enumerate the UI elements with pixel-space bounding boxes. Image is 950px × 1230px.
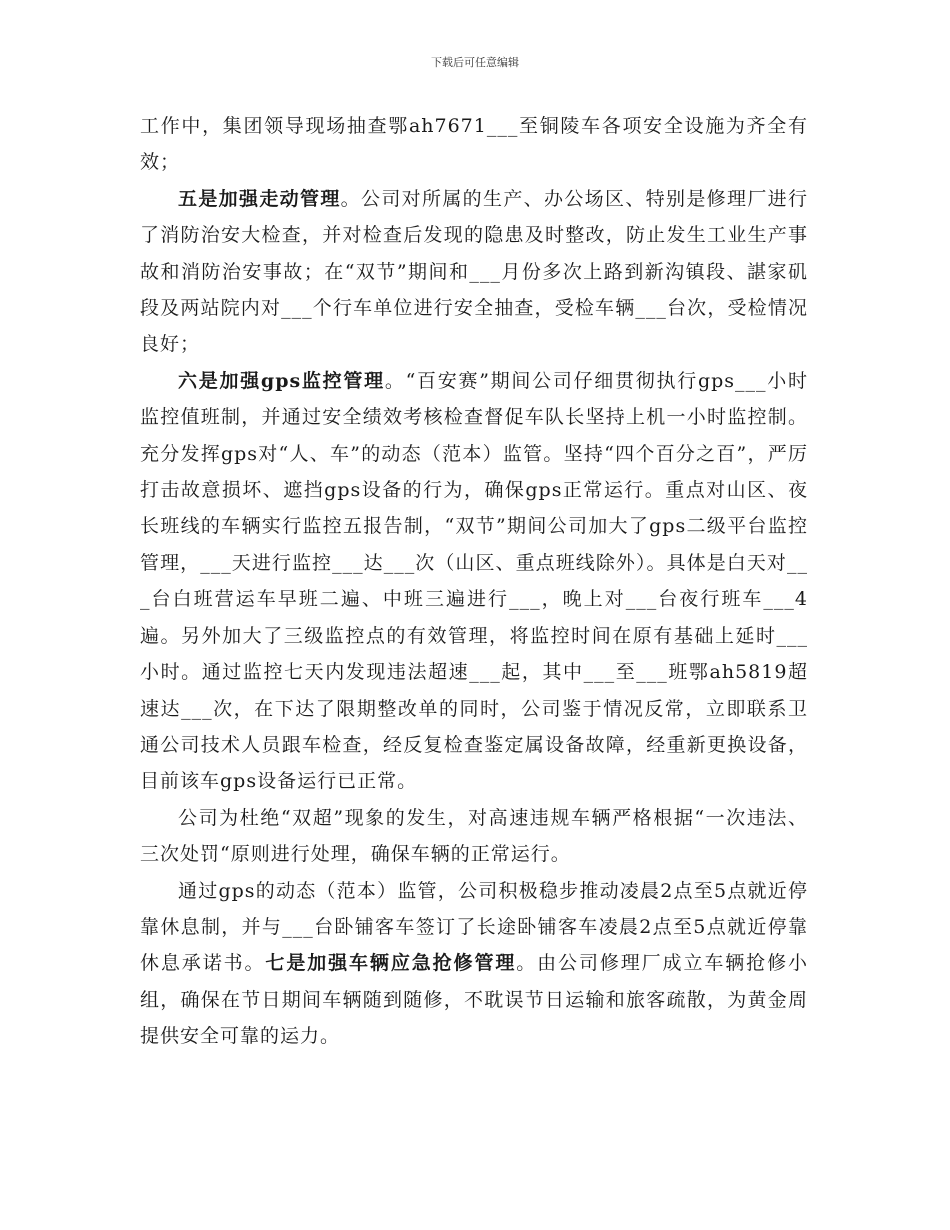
paragraph-4-text: 公司为杜绝“双超”现象的发生，对高速违规车辆严格根据“一次违法、三次处罚“原则进行处理，确保车辆的正常运行。 — [140, 806, 808, 866]
page-header: 下载后可任意编辑 — [431, 56, 519, 69]
paragraph-5-heading: 七是加强车辆应急抢修管理 — [265, 952, 517, 975]
paragraph-1-text: 工作中，集团领导现场抽查鄂ah7671___至铜陵车各项安全设施为齐全有效； — [140, 115, 808, 174]
paragraph-4 — [140, 800, 808, 873]
paragraph-5-text-2: 。由公司修理厂成立车辆抢修小组，确保在节日期间车辆随到随修，不耽误节日运输和旅客疏散，为黄金周提供安全可靠的运力。 — [140, 952, 808, 1048]
paragraph-3-text: 。“百安赛”期间公司仔细贯彻执行gps___小时监控值班制，并通过安全绩效考核检查督促车队长坚持上机一小时监控制。充分发挥gps对“人、车”的动态（范本）监管。坚持“四个百分之百”，严厉打击故意损坏、遮挡gps设备的行为，确保gps正常运行。重点对山区、夜长班线的车辆实行监控五报告制，“双节”期间公司加大了gps二级平台监控管理，___天进行监控___达___次（山区、重点班线除外）。具体是白天对___台白班营运车早班二遍、中班三遍进行___，晚上对___台夜行班车___4遍。另外加大了三级监控点的有效管理，将监控时间在原有基础上延时___小时。通过监控七天内发现违法超速___起，其中___至___班鄂ah5819超速达___次，在下达了限期整改单的同时，公司鉴于情况反常，立即联系卫通公司技术人员跟车检查，经反复检查鉴定属设备故障，经重新更换设备，目前该车gps设备运行已正常。 — [140, 369, 808, 793]
paragraph-2 — [140, 181, 808, 363]
paragraph-2-text: 。公司对所属的生产、办公场区、特别是修理厂进行了消防治安大检查，并对检查后发现的隐患及时整改，防止发生工业生产事故和消防治安事故；在“双节”期间和___月份多次上路到新沟镇段、諶家矶段及两站院内对___个行车单位进行安全抽查，受检车辆___台次，受检情况良好； — [140, 187, 808, 356]
paragraph-3-heading: 六是加强gps监控管理 — [178, 369, 385, 392]
paragraph-5-text: 通过gps的动态（范本）监管，公司积极稳步推动凌晨2点至5点就近停靠休息制，并与___台卧铺客车签订了长途卧铺客车凌晨2点至5点就近停靠休息承诺书。 — [140, 879, 808, 975]
document-body — [140, 108, 808, 1055]
paragraph-3 — [140, 363, 808, 800]
paragraph-1 — [140, 108, 808, 181]
paragraph-2-heading: 五是加强走动管理 — [178, 187, 341, 210]
paragraph-5 — [140, 873, 808, 1055]
